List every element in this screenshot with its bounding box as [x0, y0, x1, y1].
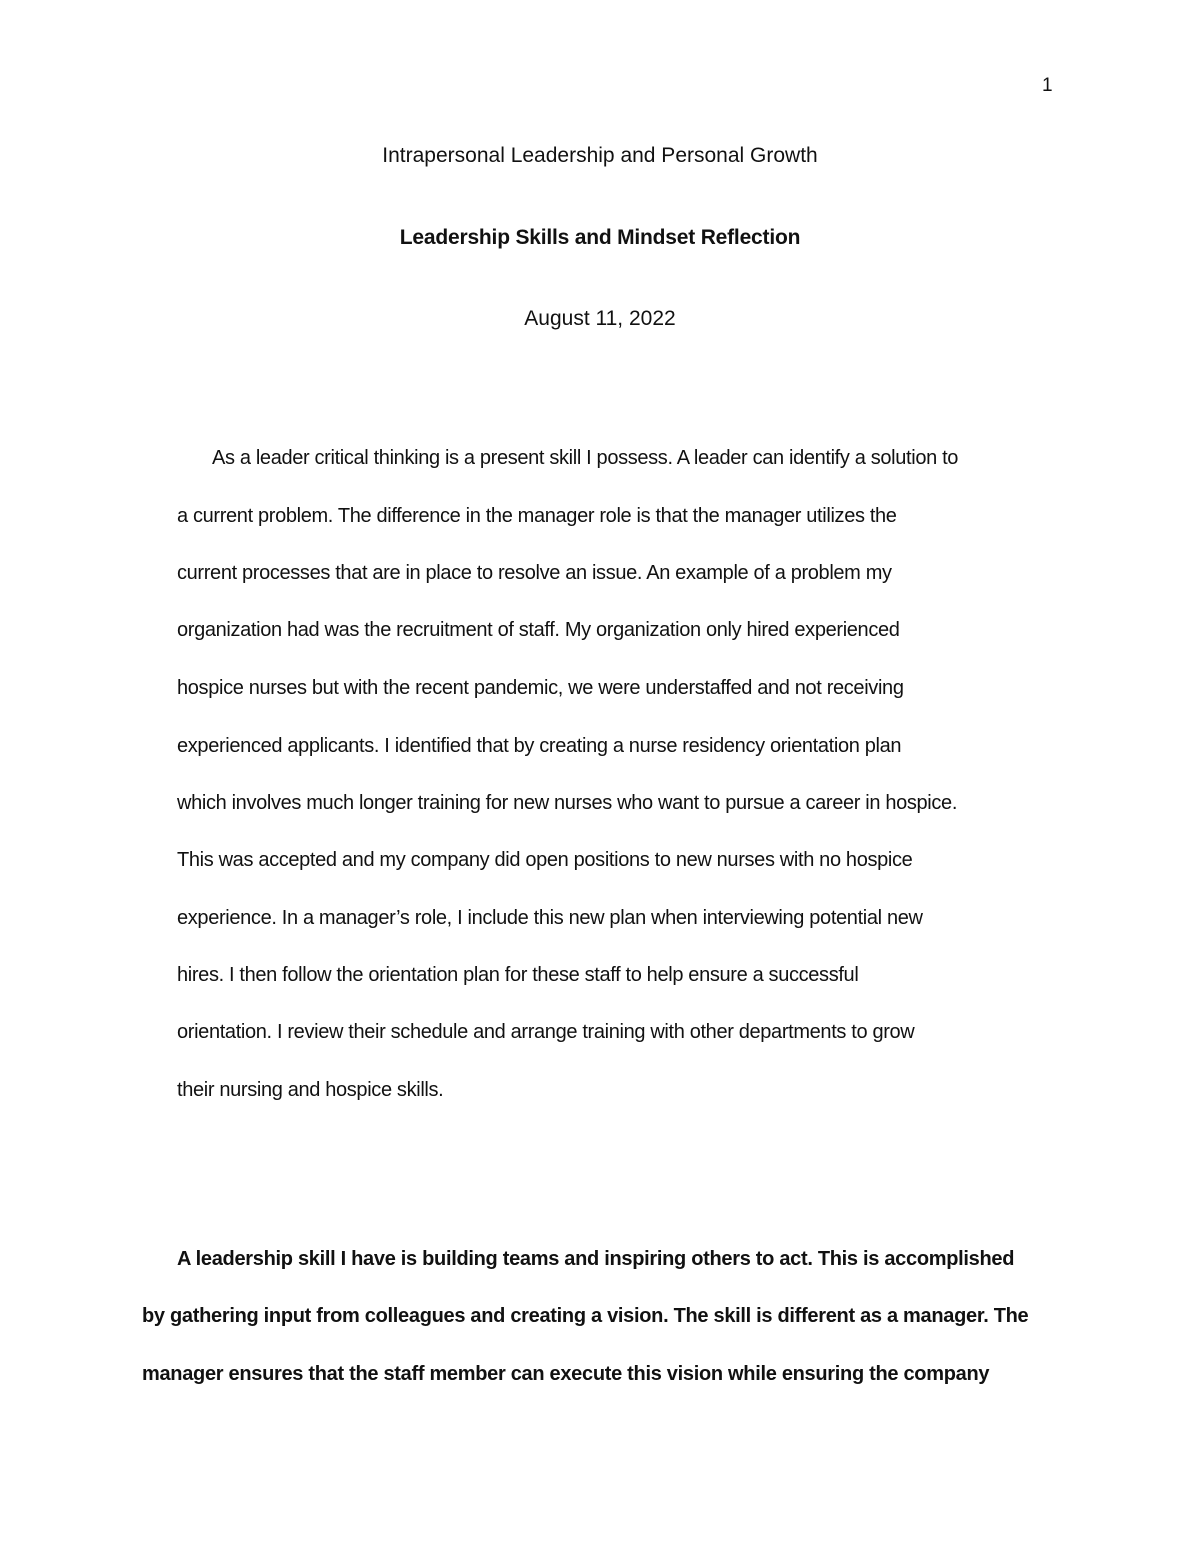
document-subtitle: Leadership Skills and Mindset Reflection — [399, 226, 801, 249]
paragraph-line: As a leader critical thinking is a present skill I possess. A leader can identify a solution to — [212, 447, 959, 469]
paragraph-line: This was accepted and my company did open positions to new nurses with no hospice — [177, 849, 913, 871]
paragraph-line: A leadership skill I have is building teams and inspiring others to act. This is accomplished — [177, 1248, 1015, 1270]
paragraph-line: current processes that are in place to resolve an issue. An example of a problem my — [177, 562, 892, 584]
paragraph-line: orientation. I review their schedule and arrange training with other departments to grow — [177, 1021, 915, 1043]
page-number: 1 — [1042, 75, 1053, 96]
paragraph-line: by gathering input from colleagues and creating a vision. The skill is different as a manager. The — [142, 1305, 1029, 1327]
paragraph-line: experienced applicants. I identified that by creating a nurse residency orientation plan — [177, 735, 902, 757]
document-date: August 11, 2022 — [524, 307, 676, 330]
paragraph-line: organization had was the recruitment of staff. My organization only hired experienced — [177, 619, 900, 641]
paragraph-line: their nursing and hospice skills. — [177, 1079, 444, 1101]
paragraph-line: manager ensures that the staff member can execute this vision while ensuring the company — [142, 1363, 990, 1385]
document-title: Intrapersonal Leadership and Personal Growth — [382, 144, 818, 167]
paragraph-line: hospice nurses but with the recent pandemic, we were understaffed and not receiving — [177, 677, 904, 699]
paragraph-line: hires. I then follow the orientation plan for these staff to help ensure a successful — [177, 964, 859, 986]
paragraph-line: a current problem. The difference in the manager role is that the manager utilizes the — [177, 505, 897, 527]
paragraph-line: experience. In a manager’s role, I include this new plan when interviewing potential new — [177, 907, 923, 929]
paragraph-line: which involves much longer training for new nurses who want to pursue a career in hospice. — [177, 792, 958, 814]
